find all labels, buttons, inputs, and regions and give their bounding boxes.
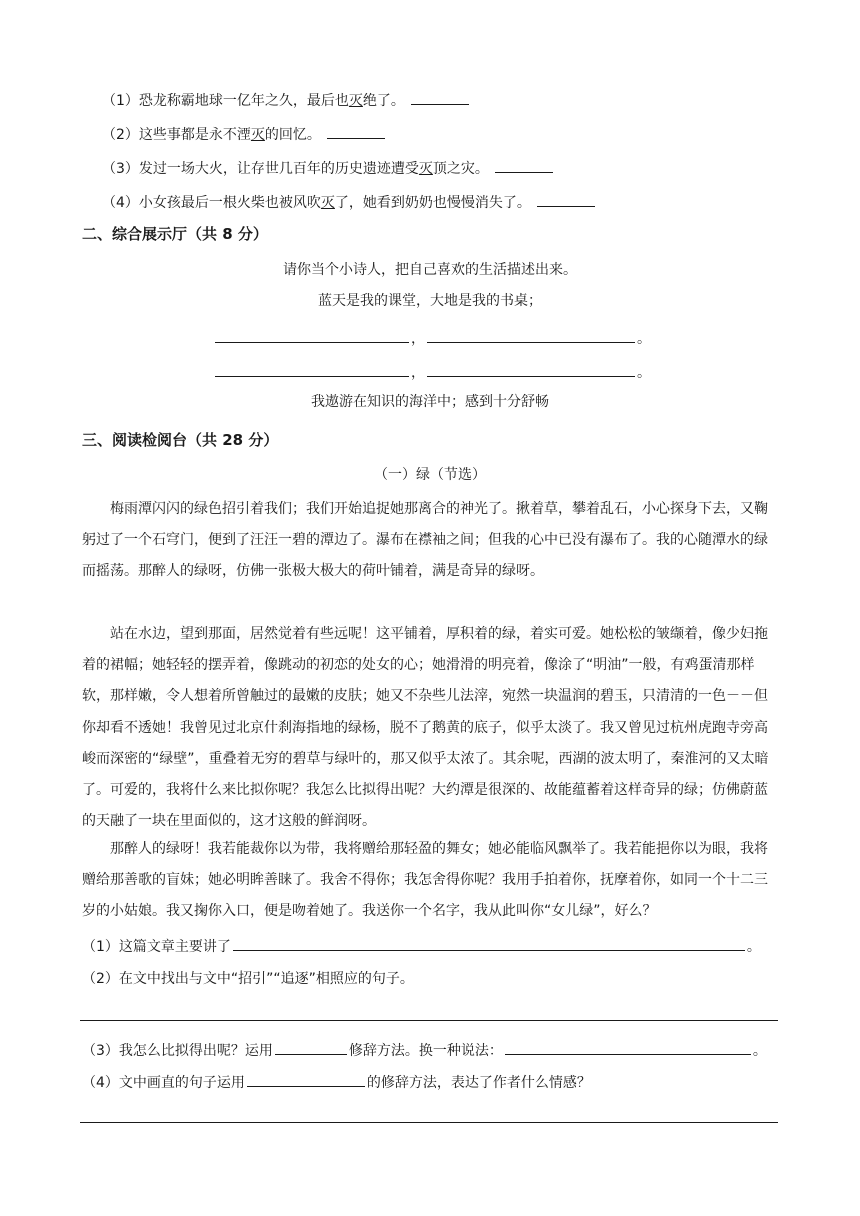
poem-prompt: 请你当个小诗人，把自己喜欢的生活描述出来。: [283, 262, 577, 278]
question-1-end: 。: [746, 939, 761, 955]
question-3-blank-2[interactable]: [505, 1040, 751, 1055]
reading-paragraph-1: 梅雨潭闪闪的绿色招引着我们；我们开始追捉她那离合的神光了。揪着草，攀着乱石，小心探身下去，又鞠躬过了一个石穹门，便到了汪汪一碧的潭边了。瀑布在襟袖之间；但我的心中已没有瀑布了。我的心随潭水的绿而摇荡。那醉人的绿呀，仿佛一张极大极大的荷叶铺着，满是奇异的绿呀。: [82, 501, 768, 580]
item-1-answer-blank[interactable]: [411, 90, 469, 105]
section-3-heading: 三、阅读检阅台（共 28 分）: [82, 431, 279, 449]
poem-blank-line-2: [213, 362, 651, 383]
section-2-heading: 二、综合展示厅（共 8 分）: [82, 225, 268, 243]
question-2: （2）在文中找出与文中“招引”“追逐”相照应的句子。: [82, 971, 414, 987]
item-2-answer-blank[interactable]: [327, 124, 385, 139]
comma: ，: [411, 331, 425, 347]
item-3-answer-blank[interactable]: [495, 158, 553, 173]
poem-blank-2a[interactable]: [215, 362, 409, 377]
item-3-after: 顶之灾。: [432, 161, 489, 177]
question-4: [82, 1072, 591, 1093]
item-3-text: （3）发过一场大火，让存世几百年的历史遗迹遭受: [102, 161, 419, 177]
item-4-after: 了，她看到奶奶也慢慢消失了。: [334, 195, 531, 211]
reading-paragraph-2: 站在水边，望到那面，居然觉着有些远呢！这平铺着，厚积着的绿，着实可爱。她松松的皱缬着，像少妇拖着的裙幅；她轻轻的摆弄着，像跳动的初恋的处女的心；她滑滑的明亮着，像涂了“明油”一般，有鸡蛋清那样软，那样嫩，令人想着所曾触过的最嫩的皮肤；她又不杂些儿法滓，宛然一块温润的碧玉，只清清的一色－－但你却看不透她！我曾见过北京什刹海指地的绿杨，脱不了鹅黄的底子，似乎太淡了。我又曾见过杭州虎跑寺旁高峻而深密的“绿壁”，重叠着无穷的碧草与绿叶的，那又似乎太浓了。其余呢，西湖的波太明了，秦淮河的又太暗了。可爱的，我将什么来比拟你呢？我怎么比拟得出呢？大约潭是很深的、故能蕴蓄着这样奇异的绿；仿佛蔚蓝的天融了一块在里面似的，这才这般的鲜润呀。: [82, 626, 769, 830]
item-2: [102, 124, 387, 145]
question-3-text: （3）我怎么比拟得出呢？运用: [82, 1043, 273, 1059]
item-2-mark: 灭: [250, 127, 265, 143]
poem-first-line: 蓝天是我的课堂，大地是我的书桌；: [318, 293, 542, 309]
poem-blank-2b[interactable]: [427, 362, 635, 377]
item-3: [102, 158, 555, 179]
question-4-text-2: 的修辞方法，表达了作者什么情感？: [366, 1075, 591, 1091]
item-1-after: 绝了。: [362, 93, 405, 109]
item-1-mark: 灭: [348, 93, 363, 109]
question-4-blank[interactable]: [247, 1072, 365, 1087]
item-2-text: （2）这些事都是永不湮: [102, 127, 251, 143]
comma: ，: [411, 365, 425, 381]
poem-blank-1b[interactable]: [427, 328, 635, 343]
item-3-mark: 灭: [418, 161, 433, 177]
poem-blank-line-1: [213, 328, 651, 349]
period: 。: [637, 365, 651, 381]
item-2-after: 的回忆。: [264, 127, 321, 143]
question-1: [82, 936, 761, 957]
reading-subtitle: （一）绿（节选）: [374, 467, 486, 483]
question-2-answer-line[interactable]: [80, 1020, 778, 1021]
period: 。: [637, 331, 651, 347]
question-1-blank[interactable]: [233, 936, 745, 951]
question-1-text: （1）这篇文章主要讲了: [82, 939, 231, 955]
item-4-answer-blank[interactable]: [537, 192, 595, 207]
item-4: [102, 192, 597, 213]
item-1-text: （1）恐龙称霸地球一亿年之久，最后也: [102, 93, 349, 109]
reading-paragraph-3: 那醉人的绿呀！我若能裁你以为带，我将赠给那轻盈的舞女；她必能临风飘举了。我若能挹你以为眼，我将赠给那善歌的盲妹；她必明眸善睐了。我舍不得你；我怎舍得你呢？我用手拍着你，抚摩着你，如同一个十二三岁的小姑娘。我又掬你入口，便是吻着她了。我送你一个名字，我从此叫你“女儿绿”，好么？: [82, 841, 768, 920]
item-4-mark: 灭: [320, 195, 335, 211]
poem-blank-1a[interactable]: [215, 328, 409, 343]
question-3-text-2: 修辞方法。换一种说法：: [348, 1043, 503, 1059]
question-4-text: （4）文中画直的句子运用: [82, 1075, 245, 1091]
poem-last-line: 我遨游在知识的海洋中；感到十分舒畅: [311, 394, 549, 410]
question-3: [82, 1040, 767, 1061]
question-4-answer-line[interactable]: [80, 1122, 778, 1123]
item-4-text: （4）小女孩最后一根火柴也被风吹: [102, 195, 321, 211]
item-1: [102, 90, 471, 111]
question-3-end: 。: [752, 1043, 767, 1059]
question-3-blank-1[interactable]: [275, 1040, 347, 1055]
